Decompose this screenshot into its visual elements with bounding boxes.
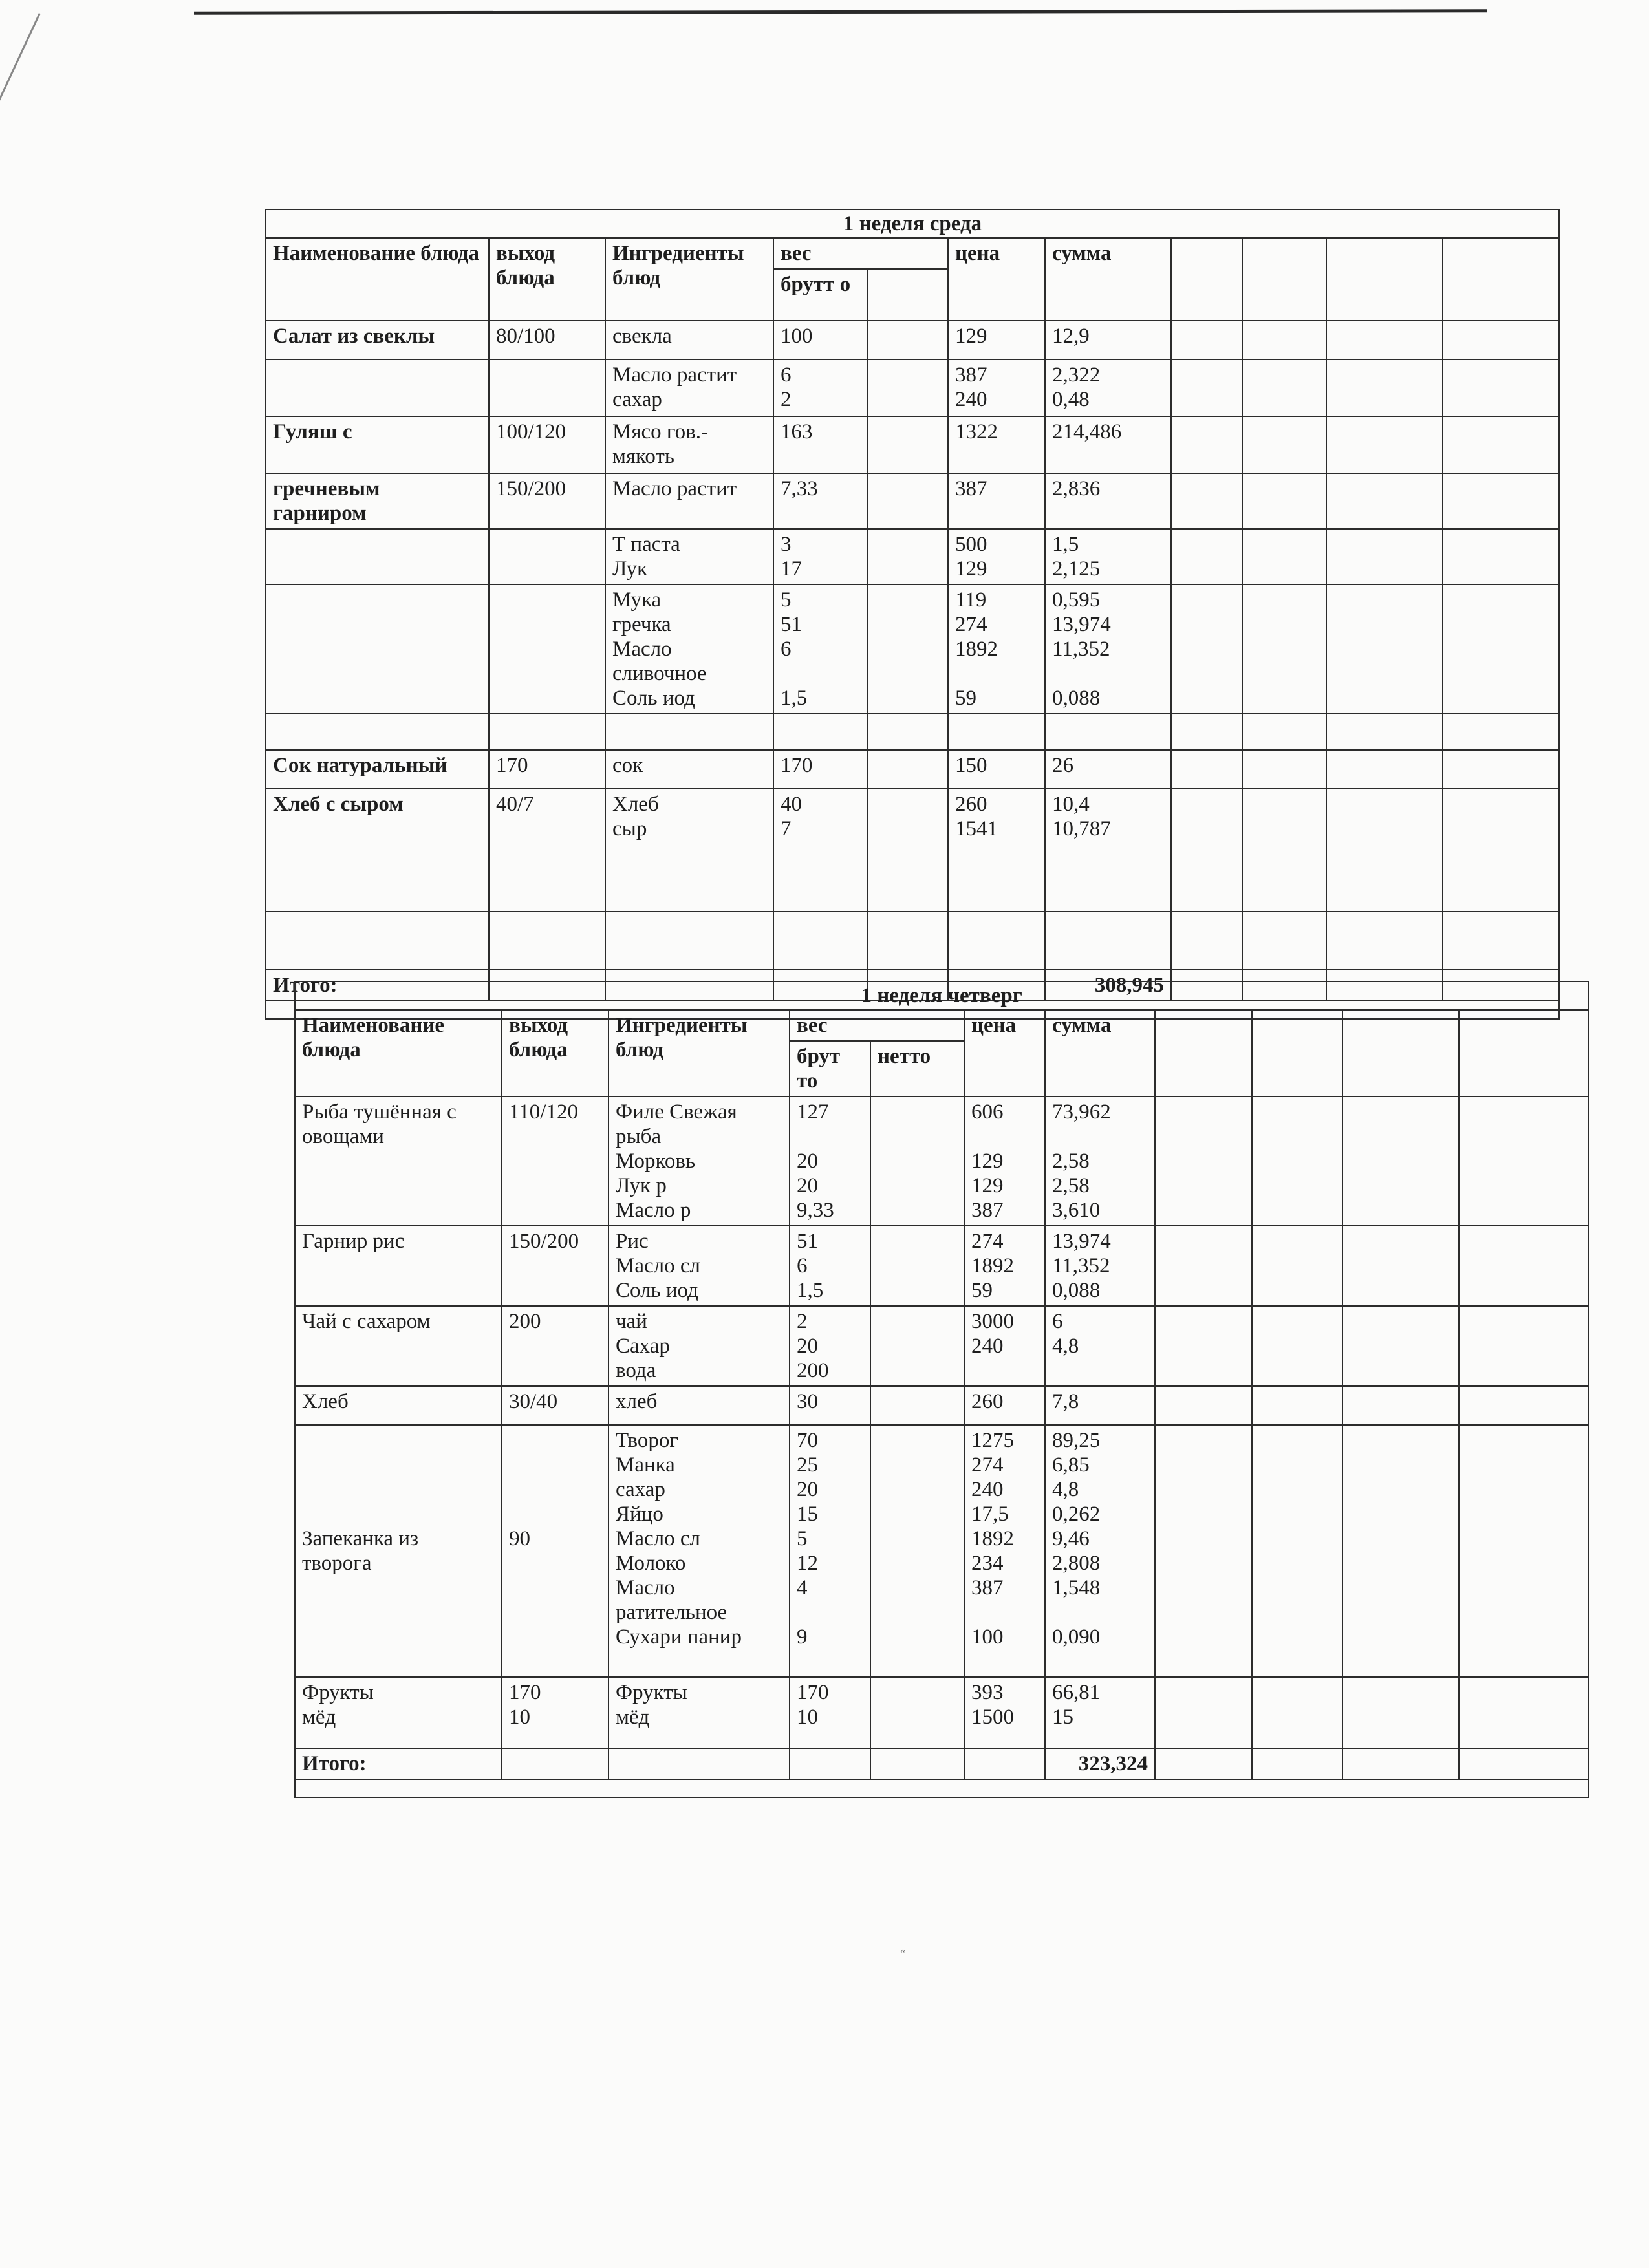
empty-cell <box>1459 1226 1588 1306</box>
total-sum: 323,324 <box>1045 1748 1155 1779</box>
empty-cell <box>1171 789 1242 912</box>
empty-cell <box>1252 1677 1342 1748</box>
header-sum: сумма <box>1045 1010 1155 1097</box>
weight-brutto <box>773 912 867 970</box>
price: 274 1892 59 <box>964 1226 1045 1306</box>
ingredients <box>605 912 773 970</box>
empty-cell <box>1459 1425 1588 1677</box>
empty-cell <box>1443 584 1559 714</box>
empty-cell <box>1171 321 1242 359</box>
weight-brutto: 3 17 <box>773 529 867 584</box>
ingredients: Фрукты мёд <box>609 1677 790 1748</box>
ingredients: Мука гречка Масло сливочное Соль иод <box>605 584 773 714</box>
empty-cell <box>1252 1386 1342 1425</box>
empty-cell <box>1242 359 1326 416</box>
empty-cell <box>1171 473 1242 529</box>
price: 1322 <box>948 416 1045 473</box>
empty-cell <box>1342 1226 1459 1306</box>
weight-netto <box>870 1425 964 1677</box>
price: 150 <box>948 750 1045 789</box>
weight-brutto: 170 <box>773 750 867 789</box>
header-row <box>266 238 1559 269</box>
empty-cell <box>1459 1306 1588 1386</box>
table-row <box>266 473 1559 529</box>
empty-cell <box>1459 1010 1588 1097</box>
empty-cell <box>1326 714 1443 750</box>
empty-cell <box>1443 359 1559 416</box>
empty-cell <box>1342 1306 1459 1386</box>
price: 260 <box>964 1386 1045 1425</box>
header-brutto: брутт о <box>773 269 867 321</box>
dish-yield <box>489 912 605 970</box>
weight-netto <box>867 789 948 912</box>
table-row <box>295 1306 1588 1386</box>
empty-cell <box>1326 529 1443 584</box>
table-row <box>295 1677 1588 1748</box>
weight-netto <box>867 714 948 750</box>
dish-name <box>266 584 489 714</box>
ingredients <box>605 714 773 750</box>
sum: 6 4,8 <box>1045 1306 1155 1386</box>
dish-name <box>266 912 489 970</box>
empty-cell <box>1252 1748 1342 1779</box>
dish-yield: 170 10 <box>502 1677 609 1748</box>
price: 3000 240 <box>964 1306 1045 1386</box>
dish-yield: 150/200 <box>502 1226 609 1306</box>
empty-cell <box>1443 529 1559 584</box>
header-yield: выход блюда <box>502 1010 609 1097</box>
empty-cell <box>1342 1097 1459 1226</box>
weight-brutto: 7,33 <box>773 473 867 529</box>
empty-cell <box>1171 416 1242 473</box>
empty-cell <box>1459 1677 1588 1748</box>
price: 393 1500 <box>964 1677 1045 1748</box>
price: 500 129 <box>948 529 1045 584</box>
empty-cell <box>1252 1097 1342 1226</box>
weight-netto <box>870 1097 964 1226</box>
empty-cell <box>1443 321 1559 359</box>
empty-cell <box>1459 1386 1588 1425</box>
weight-netto <box>867 912 948 970</box>
empty-cell <box>1342 1748 1459 1779</box>
empty-cell <box>1252 1010 1342 1097</box>
dish-name: Рыба тушённая с овощами <box>295 1097 502 1226</box>
dish-name: Гуляш с <box>266 416 489 473</box>
ingredients: сок <box>605 750 773 789</box>
empty-cell <box>1443 714 1559 750</box>
header-netto <box>867 269 948 321</box>
empty-cell <box>1155 1010 1252 1097</box>
weight-netto <box>870 1226 964 1306</box>
empty-cell <box>1171 359 1242 416</box>
empty-cell <box>1326 750 1443 789</box>
dish-yield: 80/100 <box>489 321 605 359</box>
dish-yield: 110/120 <box>502 1097 609 1226</box>
price: 260 1541 <box>948 789 1045 912</box>
dish-name: Запеканка из творога <box>295 1425 502 1677</box>
empty-cell <box>1326 359 1443 416</box>
dish-yield: 40/7 <box>489 789 605 912</box>
empty-cell <box>1171 714 1242 750</box>
sum: 2,836 <box>1045 473 1171 529</box>
sum: 13,974 11,352 0,088 <box>1045 1226 1155 1306</box>
empty-cell <box>1326 473 1443 529</box>
empty-cell <box>502 1748 609 1779</box>
empty-cell <box>1326 912 1443 970</box>
weight-netto <box>867 473 948 529</box>
empty-cell <box>1155 1386 1252 1425</box>
dish-yield: 100/120 <box>489 416 605 473</box>
empty-cell <box>609 1748 790 1779</box>
header-name: Наименование блюда <box>266 238 489 321</box>
empty-cell <box>1326 238 1443 321</box>
empty-cell <box>1326 584 1443 714</box>
ingredients: Творог Манка сахар Яйцо Масло сл Молоко Масло ратительное Сухари панир <box>609 1425 790 1677</box>
empty-cell <box>1155 1306 1252 1386</box>
empty-cell <box>1171 912 1242 970</box>
weight-netto <box>870 1677 964 1748</box>
empty-cell <box>1242 789 1326 912</box>
sum: 12,9 <box>1045 321 1171 359</box>
empty-cell <box>1242 473 1326 529</box>
sum: 214,486 <box>1045 416 1171 473</box>
dish-yield <box>489 359 605 416</box>
weight-brutto: 5 51 6 1,5 <box>773 584 867 714</box>
ingredients: Филе Свежая рыба Морковь Лук р Масло р <box>609 1097 790 1226</box>
header-yield: выход блюда <box>489 238 605 321</box>
weight-netto <box>867 584 948 714</box>
sum: 0,595 13,974 11,352 0,088 <box>1045 584 1171 714</box>
dish-yield: 30/40 <box>502 1386 609 1425</box>
empty-cell <box>870 1748 964 1779</box>
sum: 2,322 0,48 <box>1045 359 1171 416</box>
empty-cell <box>1443 750 1559 789</box>
weight-brutto: 163 <box>773 416 867 473</box>
table-row <box>266 359 1559 416</box>
sum: 66,81 15 <box>1045 1677 1155 1748</box>
total-row <box>295 1748 1588 1779</box>
dish-yield: 150/200 <box>489 473 605 529</box>
price: 606 129 129 387 <box>964 1097 1045 1226</box>
empty-cell <box>1242 584 1326 714</box>
ingredients: Хлеб сыр <box>605 789 773 912</box>
empty-cell <box>1242 529 1326 584</box>
table-row <box>266 912 1559 970</box>
title-row <box>295 981 1588 1010</box>
header-row <box>295 1010 1588 1041</box>
ingredients: чай Сахар вода <box>609 1306 790 1386</box>
dish-name: гречневым гарниром <box>266 473 489 529</box>
dish-name: Сок натуральный <box>266 750 489 789</box>
page-mark: “ <box>900 1947 905 1960</box>
weight-brutto: 2 20 200 <box>790 1306 870 1386</box>
sum <box>1045 714 1171 750</box>
weight-netto <box>867 321 948 359</box>
weight-brutto <box>773 714 867 750</box>
empty-cell <box>1252 1425 1342 1677</box>
table-row <box>266 321 1559 359</box>
table-row <box>295 1226 1588 1306</box>
wednesday-menu-table <box>265 209 1560 1020</box>
sum: 1,5 2,125 <box>1045 529 1171 584</box>
dish-name: Фрукты мёд <box>295 1677 502 1748</box>
table-row <box>295 1386 1588 1425</box>
weight-netto <box>867 750 948 789</box>
sum: 7,8 <box>1045 1386 1155 1425</box>
table-title: 1 неделя четверг <box>295 981 1588 1010</box>
spacer-row <box>295 1779 1588 1797</box>
dish-name <box>266 529 489 584</box>
title-row <box>266 209 1559 238</box>
empty-cell <box>1155 1748 1252 1779</box>
ingredients: Рис Масло сл Соль иод <box>609 1226 790 1306</box>
empty-cell <box>1155 1425 1252 1677</box>
dish-name: Салат из свеклы <box>266 321 489 359</box>
empty-cell <box>1443 473 1559 529</box>
dish-name: Хлеб с сыром <box>266 789 489 912</box>
total-label: Итого: <box>295 1748 502 1779</box>
price: 387 <box>948 473 1045 529</box>
weight-brutto: 70 25 20 15 5 12 4 9 <box>790 1425 870 1677</box>
ingredients: свекла <box>605 321 773 359</box>
price: 129 <box>948 321 1045 359</box>
price: 387 240 <box>948 359 1045 416</box>
dish-name: Чай с сахаром <box>295 1306 502 1386</box>
empty-cell <box>1342 1425 1459 1677</box>
table-row <box>295 1425 1588 1677</box>
weight-brutto: 40 7 <box>773 789 867 912</box>
empty-cell <box>1155 1226 1252 1306</box>
empty-cell <box>1443 416 1559 473</box>
empty-cell <box>1171 584 1242 714</box>
empty-cell <box>1242 714 1326 750</box>
empty-cell <box>1171 529 1242 584</box>
empty-cell <box>1252 1306 1342 1386</box>
empty-cell <box>1459 1748 1588 1779</box>
empty-cell <box>1242 416 1326 473</box>
empty-cell <box>1326 789 1443 912</box>
dish-yield <box>489 529 605 584</box>
scan-fold-line <box>0 13 41 260</box>
header-weight: вес <box>773 238 948 269</box>
price: 1275 274 240 17,5 1892 234 387 100 <box>964 1425 1045 1677</box>
header-weight: вес <box>790 1010 964 1041</box>
dish-yield: 200 <box>502 1306 609 1386</box>
header-name: Наименование блюда <box>295 1010 502 1097</box>
table-row <box>266 789 1559 912</box>
sum: 10,4 10,787 <box>1045 789 1171 912</box>
table-row <box>266 529 1559 584</box>
weight-brutto: 127 20 20 9,33 <box>790 1097 870 1226</box>
empty-cell <box>1342 1010 1459 1097</box>
header-ingredients: Ингредиенты блюд <box>609 1010 790 1097</box>
table-row <box>295 1097 1588 1226</box>
scan-edge-line <box>194 9 1487 14</box>
dish-name <box>266 714 489 750</box>
empty-cell <box>1171 750 1242 789</box>
weight-netto <box>867 359 948 416</box>
header-netto: нетто <box>870 1041 964 1097</box>
empty-cell <box>1326 416 1443 473</box>
empty-cell <box>1443 912 1559 970</box>
empty-cell <box>964 1748 1045 1779</box>
dish-yield: 90 <box>502 1425 609 1677</box>
ingredients: Т паста Лук <box>605 529 773 584</box>
header-brutto: брут то <box>790 1041 870 1097</box>
ingredients: Масло растит сахар <box>605 359 773 416</box>
empty-cell <box>1171 238 1242 321</box>
sum: 89,25 6,85 4,8 0,262 9,46 2,808 1,548 0,090 <box>1045 1425 1155 1677</box>
empty-cell <box>790 1748 870 1779</box>
table-row <box>266 584 1559 714</box>
table-row <box>266 714 1559 750</box>
empty-cell <box>1443 789 1559 912</box>
table-row <box>266 416 1559 473</box>
weight-brutto: 170 10 <box>790 1677 870 1748</box>
sum: 73,962 2,58 2,58 3,610 <box>1045 1097 1155 1226</box>
ingredients: Масло растит <box>605 473 773 529</box>
weight-netto <box>867 529 948 584</box>
empty-cell <box>1242 321 1326 359</box>
table-title: 1 неделя среда <box>266 209 1559 238</box>
empty-cell <box>1342 1677 1459 1748</box>
table-row <box>266 750 1559 789</box>
price <box>948 714 1045 750</box>
weight-netto <box>870 1386 964 1425</box>
header-sum: сумма <box>1045 238 1171 321</box>
empty-cell <box>1242 912 1326 970</box>
header-price: цена <box>948 238 1045 321</box>
empty-cell <box>1242 750 1326 789</box>
total-label: Итого: <box>266 970 489 1001</box>
empty-cell <box>1459 1097 1588 1226</box>
sum <box>1045 912 1171 970</box>
empty-cell <box>1242 238 1326 321</box>
empty-cell <box>295 1779 1588 1797</box>
weight-netto <box>870 1306 964 1386</box>
weight-brutto: 100 <box>773 321 867 359</box>
empty-cell <box>1155 1097 1252 1226</box>
empty-cell <box>1326 321 1443 359</box>
weight-brutto: 6 2 <box>773 359 867 416</box>
empty-cell <box>1443 238 1559 321</box>
price <box>948 912 1045 970</box>
dish-name: Гарнир рис <box>295 1226 502 1306</box>
thursday-menu-table <box>294 981 1589 1798</box>
header-price: цена <box>964 1010 1045 1097</box>
header-ingredients: Ингредиенты блюд <box>605 238 773 321</box>
empty-cell <box>1155 1677 1252 1748</box>
total-sum: 308,945 <box>1045 970 1171 1001</box>
empty-cell <box>1342 1386 1459 1425</box>
dish-yield <box>489 584 605 714</box>
ingredients: хлеб <box>609 1386 790 1425</box>
price: 119 274 1892 59 <box>948 584 1045 714</box>
dish-name: Хлеб <box>295 1386 502 1425</box>
dish-yield <box>489 714 605 750</box>
weight-brutto: 30 <box>790 1386 870 1425</box>
sum: 26 <box>1045 750 1171 789</box>
dish-yield: 170 <box>489 750 605 789</box>
weight-brutto: 51 6 1,5 <box>790 1226 870 1306</box>
ingredients: Мясо гов.- мякоть <box>605 416 773 473</box>
empty-cell <box>1252 1226 1342 1306</box>
dish-name <box>266 359 489 416</box>
weight-netto <box>867 416 948 473</box>
